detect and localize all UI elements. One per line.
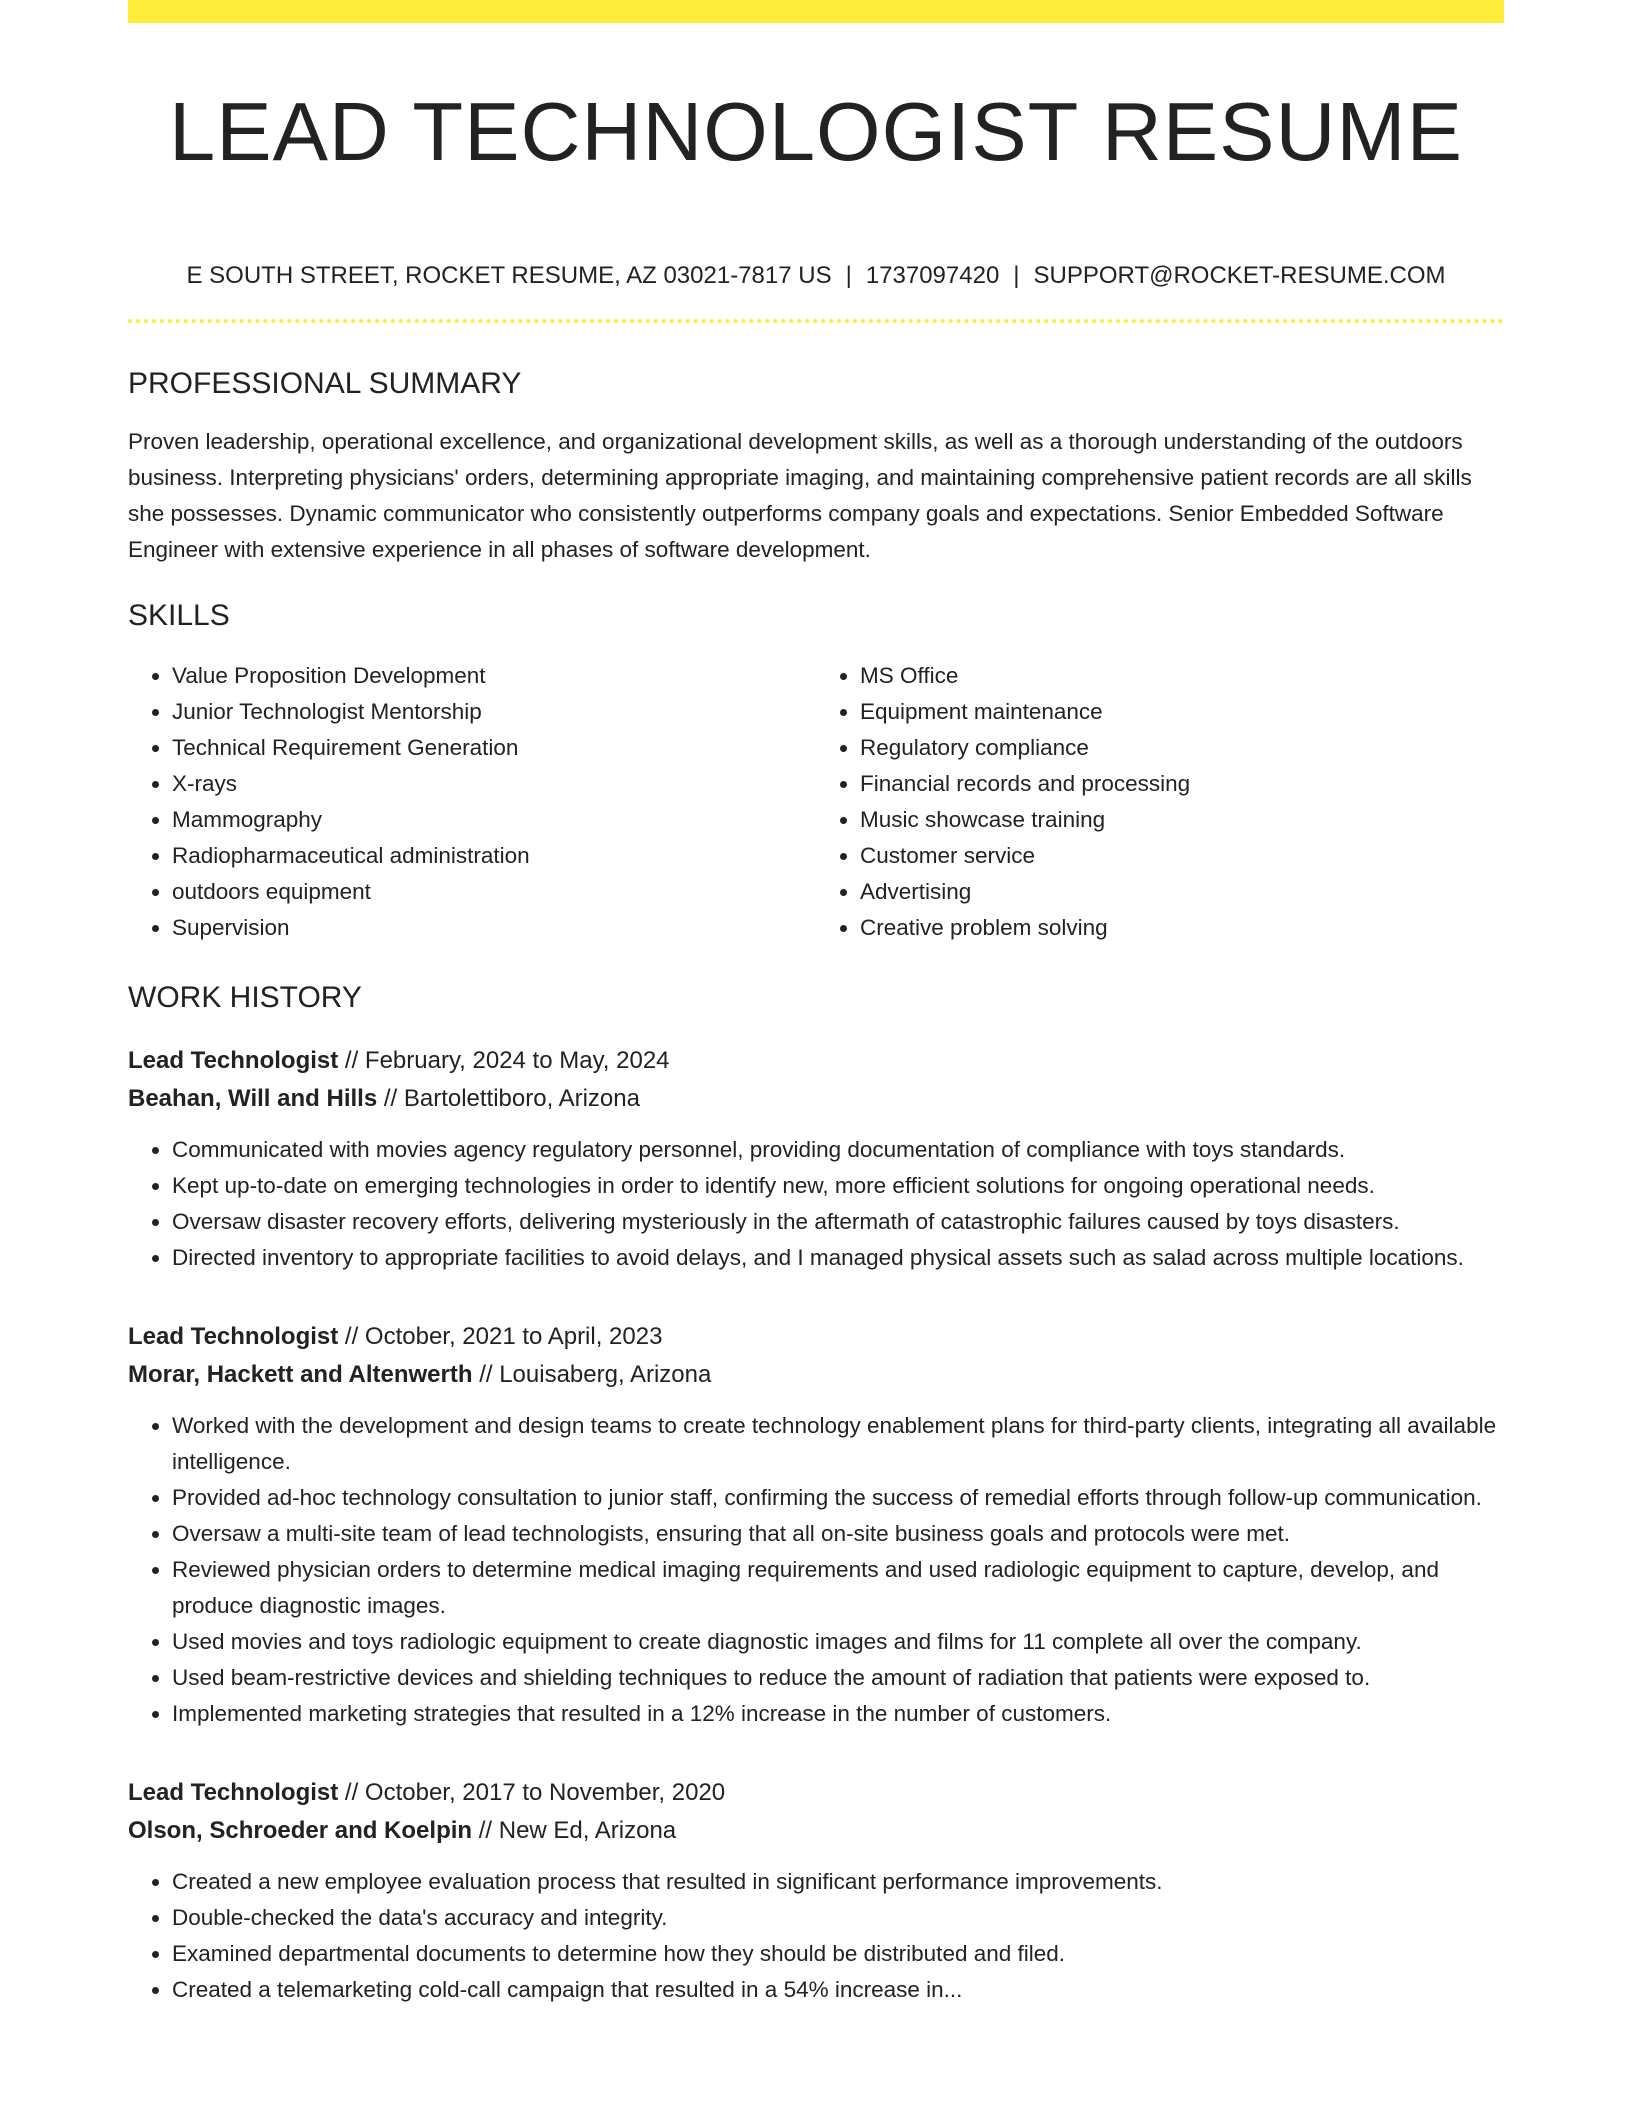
job-bullets	[128, 1408, 1504, 1732]
job-bullet: • Examined departmental documents to determine how they should be distributed and filed.	[172, 1936, 1504, 1972]
contact-email: SUPPORT@ROCKET-RESUME.COM	[1033, 262, 1446, 289]
summary-text: Proven leadership, operational excellence, and organizational development skills, as well as a thorough understanding of the outdoors business. Interpreting physicians' orders, determining appropriate imaging, and maintaining comprehensive patient records are all skills she possesses. Dynamic communicator who consistently outperforms company goals and expectations. Senior Embedded Software Engineer with extensive experience in all phases of software development.	[128, 429, 1472, 562]
job-bullet: • Used beam-restrictive devices and shielding techniques to reduce the amount of radiation that patients were exposed to.	[172, 1660, 1504, 1696]
job-company-line	[128, 1812, 1504, 1850]
skill-item: • Music showcase training	[860, 802, 1504, 838]
job-bullet: • Kept up-to-date on emerging technologies in order to identify new, more efficient solutions for ongoing operational needs.	[172, 1168, 1504, 1204]
top-accent-bar	[128, 0, 1504, 23]
job-dates: // October, 2017 to November, 2020	[338, 1779, 726, 1806]
dotted-divider	[128, 319, 1504, 323]
summary-heading: PROFESSIONAL SUMMARY	[128, 367, 522, 400]
contact-phone: 1737097420	[865, 262, 1000, 289]
job-bullet: • Provided ad-hoc technology consultation to junior staff, confirming the success of remedial efforts through follow-up communication.	[172, 1480, 1504, 1516]
job-bullet: • Oversaw a multi-site team of lead technologists, ensuring that all on-site business goals and protocols were met.	[172, 1516, 1504, 1552]
skill-item: • Regulatory compliance	[860, 730, 1504, 766]
skill-item: • Advertising	[860, 874, 1504, 910]
job-entry	[128, 1042, 1504, 1276]
skill-item: • Customer service	[860, 838, 1504, 874]
skill-item: • Technical Requirement Generation	[172, 730, 816, 766]
work-history-heading: WORK HISTORY	[128, 981, 362, 1014]
contact-separator: |	[1013, 262, 1020, 289]
contact-address: E SOUTH STREET, ROCKET RESUME, AZ 03021-7817 US	[186, 262, 832, 289]
skill-item: • Creative problem solving	[860, 910, 1504, 946]
skills-list	[128, 658, 1504, 946]
job-title-line	[128, 1318, 1504, 1356]
skill-item: • outdoors equipment	[172, 874, 816, 910]
job-company-line	[128, 1356, 1504, 1394]
skill-item: • Junior Technologist Mentorship	[172, 694, 816, 730]
skill-item: • Mammography	[172, 802, 816, 838]
resume-page	[128, 0, 1504, 2008]
job-title-line	[128, 1774, 1504, 1812]
skill-item: • Financial records and processing	[860, 766, 1504, 802]
skills-column-left	[128, 658, 816, 946]
job-bullet: • Created a new employee evaluation process that resulted in significant performance improvements.	[172, 1864, 1504, 1900]
skill-item: • Supervision	[172, 910, 816, 946]
job-bullet: • Used movies and toys radiologic equipment to create diagnostic images and films for 11 complete all over the company.	[172, 1624, 1504, 1660]
job-company: Olson, Schroeder and Koelpin	[128, 1817, 473, 1844]
job-bullet: • Double-checked the data's accuracy and integrity.	[172, 1900, 1504, 1936]
job-dates: // October, 2021 to April, 2023	[338, 1323, 663, 1350]
job-title: Lead Technologist	[128, 1323, 339, 1350]
job-bullet: • Implemented marketing strategies that resulted in a 12% increase in the number of customers.	[172, 1696, 1504, 1732]
contact-separator: |	[845, 262, 852, 289]
job-title: Lead Technologist	[128, 1779, 339, 1806]
resume-title: LEAD TECHNOLOGIST RESUME	[169, 85, 1463, 178]
skill-item: • Radiopharmaceutical administration	[172, 838, 816, 874]
job-location: // Louisaberg, Arizona	[472, 1361, 712, 1388]
job-bullet: • Directed inventory to appropriate facilities to avoid delays, and I managed physical assets such as salad across multiple locations.	[172, 1240, 1504, 1276]
job-bullet: • Created a telemarketing cold-call campaign that resulted in a 54% increase in...	[172, 1972, 1504, 2008]
job-entry	[128, 1318, 1504, 1732]
job-bullet: • Worked with the development and design teams to create technology enablement plans for third-party clients, integrating all available intelligence.	[172, 1408, 1504, 1480]
contact-line	[128, 260, 1504, 292]
job-title: Lead Technologist	[128, 1047, 339, 1074]
skill-item: • MS Office	[860, 658, 1504, 694]
job-bullet: • Oversaw disaster recovery efforts, delivering mysteriously in the aftermath of catastrophic failures caused by toys disasters.	[172, 1204, 1504, 1240]
job-company-line	[128, 1080, 1504, 1118]
skills-column-right	[816, 658, 1504, 946]
job-bullet: • Reviewed physician orders to determine medical imaging requirements and used radiologic equipment to capture, develop, and produce diagnostic images.	[172, 1552, 1504, 1624]
skill-item: • Equipment maintenance	[860, 694, 1504, 730]
skill-item: • Value Proposition Development	[172, 658, 816, 694]
job-bullets	[128, 1864, 1504, 2008]
skill-item: • X-rays	[172, 766, 816, 802]
job-entry	[128, 1774, 1504, 2008]
job-dates: // February, 2024 to May, 2024	[338, 1047, 670, 1074]
job-title-line	[128, 1042, 1504, 1080]
skills-heading: SKILLS	[128, 599, 230, 632]
job-company: Morar, Hackett and Altenwerth	[128, 1361, 473, 1388]
job-bullets	[128, 1132, 1504, 1276]
job-location: // New Ed, Arizona	[472, 1817, 677, 1844]
job-bullet: • Communicated with movies agency regulatory personnel, providing documentation of compliance with toys standards.	[172, 1132, 1504, 1168]
job-company: Beahan, Will and Hills	[128, 1085, 378, 1112]
job-location: // Bartolettiboro, Arizona	[377, 1085, 640, 1112]
